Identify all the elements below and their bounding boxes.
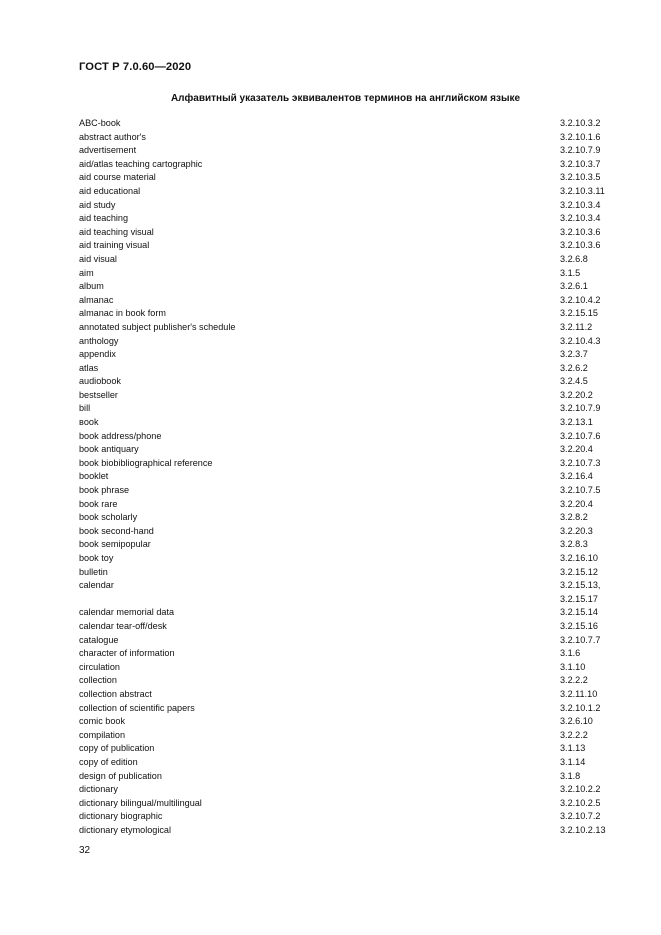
section-ref: 3.2.16.10 (560, 553, 598, 563)
index-entry (79, 131, 619, 145)
index-entry (79, 729, 619, 743)
index-refs (560, 443, 593, 457)
index-refs (560, 457, 600, 471)
index-term: aid educational (79, 185, 141, 196)
index-refs (560, 470, 593, 484)
index-entry (79, 144, 619, 158)
index-refs (560, 824, 606, 838)
index-entry (79, 770, 619, 784)
section-ref: 3.2.6.10 (560, 716, 593, 727)
index-refs (560, 688, 597, 702)
index-entry (79, 389, 619, 403)
section-ref: 3.1.6 (560, 648, 581, 659)
index-term: abstract author's (79, 131, 146, 142)
index-term: character of information (79, 648, 175, 659)
index-term: design of publication (79, 770, 162, 781)
index-refs (560, 525, 593, 539)
index-entry (79, 212, 619, 226)
index-term: bulletin (79, 566, 108, 577)
index-refs (560, 158, 600, 172)
index-refs (560, 797, 600, 811)
index-term: calendar memorial data (79, 607, 175, 618)
index-refs (560, 416, 593, 430)
index-refs (560, 171, 600, 185)
index-term: aid teaching visual (79, 226, 154, 237)
index-term: circulation (79, 661, 120, 672)
section-ref: 3.2.10.3.4 (560, 199, 601, 210)
index-refs (560, 579, 600, 606)
index-refs (560, 634, 600, 648)
index-refs (560, 117, 600, 131)
index-entry (79, 321, 619, 335)
section-ref: 3.2.16.4 (560, 471, 593, 482)
index-entry (79, 538, 619, 552)
index-refs (560, 498, 593, 512)
index-term: booklet (79, 471, 109, 482)
section-ref: 3.2.2.2 (560, 675, 588, 686)
index-entry (79, 335, 619, 349)
index-term: almanac in book form (79, 308, 166, 319)
index-refs (560, 307, 598, 321)
index-entry (79, 552, 619, 566)
index-term: book address/phone (79, 430, 162, 441)
section-ref: 3.2.10.7.5 (560, 485, 601, 496)
index-entry (79, 688, 619, 702)
index-entry (79, 457, 619, 471)
index-title: Алфавитный указатель эквивалентов терминов на английском языке (170, 93, 521, 104)
index-refs (560, 362, 588, 376)
section-ref: 3.2.20.3 (560, 525, 593, 536)
index-entry (79, 634, 619, 648)
index-entry (79, 307, 619, 321)
index-entry (79, 348, 619, 362)
index-entry (79, 117, 619, 131)
index-refs (560, 239, 600, 253)
standard-code: ГОСТ Р 7.0.60—2020 (79, 61, 192, 73)
index-entry (79, 525, 619, 539)
index-entry (79, 226, 619, 240)
index-term: dictionary biographic (79, 811, 163, 822)
index-refs (560, 715, 593, 729)
section-ref: 3.2.15.15 (560, 308, 598, 319)
index-entry (79, 511, 619, 525)
index-refs (560, 783, 600, 797)
index-term: annotated subject publisher's schedule (79, 321, 236, 332)
section-ref: 3.2.10.1.6 (560, 131, 601, 142)
index-entry (79, 783, 619, 797)
index-refs (560, 661, 585, 675)
index-term: copy of publication (79, 743, 155, 754)
index-refs (560, 348, 588, 362)
index-entry (79, 797, 619, 811)
index-term: aid visual (79, 253, 117, 264)
section-ref: 3.2.10.7.3 (560, 457, 601, 468)
index-term: collection abstract (79, 688, 152, 699)
index-term: compilation (79, 729, 125, 740)
index-term: copy of edition (79, 756, 138, 767)
index-refs (560, 294, 600, 308)
section-ref: 3.2.2.2 (560, 729, 588, 740)
index-entry (79, 362, 619, 376)
index-entry (79, 185, 619, 199)
index-refs (560, 212, 600, 226)
index-term: atlas (79, 362, 99, 373)
section-ref: 3.2.20.2 (560, 389, 593, 400)
index-refs (560, 253, 588, 267)
index-refs (560, 620, 598, 634)
index-entry (79, 171, 619, 185)
section-ref: 3.2.10.7.9 (560, 403, 601, 414)
index-entry (79, 484, 619, 498)
index-entry (79, 498, 619, 512)
section-ref: 3.2.10.7.7 (560, 634, 601, 645)
index-term: book scholarly (79, 512, 138, 523)
index-entry (79, 579, 619, 606)
index-term: dictionary etymological (79, 824, 171, 835)
index-entry (79, 402, 619, 416)
index-term: book biobibliographical reference (79, 457, 213, 468)
index-term: calendar (79, 580, 114, 591)
section-ref: 3.2.13.1 (560, 417, 593, 428)
index-refs (560, 606, 598, 620)
index-term: book toy (79, 553, 114, 563)
index-entry (79, 810, 619, 824)
index-refs (560, 185, 605, 199)
index-term: calendar tear-off/desk (79, 620, 167, 631)
index-entry (79, 661, 619, 675)
section-ref: 3.1.8 (560, 770, 581, 781)
index-refs (560, 335, 600, 349)
section-ref: 3.2.11.2 (560, 321, 593, 332)
index-refs (560, 402, 600, 416)
index-entry (79, 470, 619, 484)
section-ref: 3.2.6.8 (560, 253, 588, 264)
index-refs (560, 375, 588, 389)
index-refs (560, 484, 600, 498)
index-term: aid training visual (79, 240, 150, 251)
term-index-list (79, 117, 619, 837)
index-refs (560, 321, 592, 335)
index-refs (560, 389, 593, 403)
section-ref: 3.2.10.7.6 (560, 430, 601, 441)
index-refs (560, 267, 580, 281)
index-term: aid course material (79, 172, 156, 183)
index-refs (560, 674, 588, 688)
index-entry (79, 239, 619, 253)
index-refs (560, 280, 588, 294)
index-refs (560, 770, 580, 784)
index-term: book second-hand (79, 525, 154, 536)
index-entry (79, 443, 619, 457)
index-entry (79, 199, 619, 213)
index-entry (79, 294, 619, 308)
section-ref: 3.2.11.10 (560, 688, 598, 699)
index-refs (560, 511, 588, 525)
index-term: almanac (79, 294, 114, 305)
section-ref: 3.2.10.3.2 (560, 118, 601, 128)
index-refs (560, 538, 588, 552)
index-entry (79, 253, 619, 267)
section-ref: 3.1.10 (560, 661, 586, 672)
index-entry (79, 158, 619, 172)
section-ref: 3.2.10.3.5 (560, 172, 601, 183)
section-ref: 3.2.10.3.11 (560, 185, 605, 196)
section-ref: 3.2.15.14 (560, 607, 598, 618)
section-ref: 3.2.8.3 (560, 539, 588, 550)
index-refs (560, 729, 588, 743)
index-term: anthology (79, 335, 119, 346)
index-term: album (79, 281, 104, 292)
section-ref: 3.2.3.7 (560, 349, 588, 360)
section-ref: 3.2.15.16 (560, 620, 598, 631)
index-term: audiobook (79, 376, 121, 387)
section-ref: 3.1.14 (560, 756, 586, 767)
index-entry (79, 742, 619, 756)
index-term: bestseller (79, 389, 118, 400)
section-ref: 3.2.10.3.6 (560, 240, 601, 251)
index-term: appendix (79, 349, 116, 360)
index-refs (560, 131, 600, 145)
section-ref: 3.1.5 (560, 267, 581, 278)
index-term: catalogue (79, 634, 119, 645)
index-term: book antiquary (79, 444, 139, 455)
index-refs (560, 566, 598, 580)
section-ref: 3.2.15.17 (560, 593, 598, 604)
section-ref: 3.2.8.2 (560, 512, 588, 523)
section-ref: 3.2.10.2.13 (560, 824, 606, 835)
index-term: book phrase (79, 485, 130, 496)
page-number: 32 (79, 845, 91, 856)
index-entry (79, 566, 619, 580)
index-entry (79, 824, 619, 838)
index-entry (79, 267, 619, 281)
index-entry (79, 416, 619, 430)
section-ref: 3.2.6.2 (560, 362, 588, 373)
index-term: aid study (79, 199, 116, 210)
index-refs (560, 647, 580, 661)
index-entry (79, 606, 619, 620)
index-term: comic book (79, 716, 125, 727)
index-term: bill (79, 403, 91, 414)
index-entry (79, 620, 619, 634)
section-ref: 3.2.10.4.2 (560, 294, 601, 305)
index-term: aid/atlas teaching cartographic (79, 158, 203, 169)
section-ref: 3.2.6.1 (560, 281, 588, 292)
index-refs (560, 756, 585, 770)
index-term: book semipopular (79, 539, 151, 550)
section-ref: 3.2.10.3.4 (560, 213, 601, 224)
index-refs (560, 430, 600, 444)
index-entry (79, 647, 619, 661)
section-ref: 3.1.13 (560, 743, 586, 754)
index-entry (79, 674, 619, 688)
index-entry (79, 375, 619, 389)
section-ref: 3.2.10.3.6 (560, 226, 601, 237)
index-term: dictionary bilingual/multilingual (79, 797, 202, 808)
section-ref: 3.2.20.4 (560, 444, 593, 455)
index-term: advertisement (79, 145, 137, 156)
section-ref: 3.2.20.4 (560, 498, 593, 509)
index-refs (560, 702, 600, 716)
section-ref: 3.2.10.7.2 (560, 811, 601, 822)
index-term: ABC-book (79, 118, 121, 128)
section-ref: 3.2.10.3.7 (560, 158, 601, 169)
index-entry (79, 702, 619, 716)
index-entry (79, 715, 619, 729)
index-refs (560, 810, 600, 824)
section-ref: 3.2.10.4.3 (560, 335, 601, 346)
section-ref: 3.2.4.5 (560, 376, 588, 387)
section-ref: 3.2.10.1.2 (560, 702, 601, 713)
index-entry (79, 430, 619, 444)
section-ref: 3.2.10.7.9 (560, 145, 601, 156)
index-term: dictionary (79, 784, 118, 795)
index-refs (560, 742, 585, 756)
section-ref: 3.2.10.2.5 (560, 797, 601, 808)
section-ref: 3.2.15.13, (560, 580, 601, 591)
index-refs (560, 144, 600, 158)
index-term: aid teaching (79, 213, 129, 224)
section-ref: 3.2.15.12 (560, 566, 598, 577)
index-term: book rare (79, 498, 118, 509)
index-term: aim (79, 267, 94, 278)
index-refs (560, 199, 600, 213)
index-term: вook (79, 417, 99, 428)
section-ref: 3.2.10.2.2 (560, 784, 601, 795)
index-term: collection (79, 675, 117, 686)
index-refs (560, 552, 598, 566)
index-term: collection of scientific papers (79, 702, 195, 713)
index-entry (79, 280, 619, 294)
index-refs (560, 226, 600, 240)
index-entry (79, 756, 619, 770)
